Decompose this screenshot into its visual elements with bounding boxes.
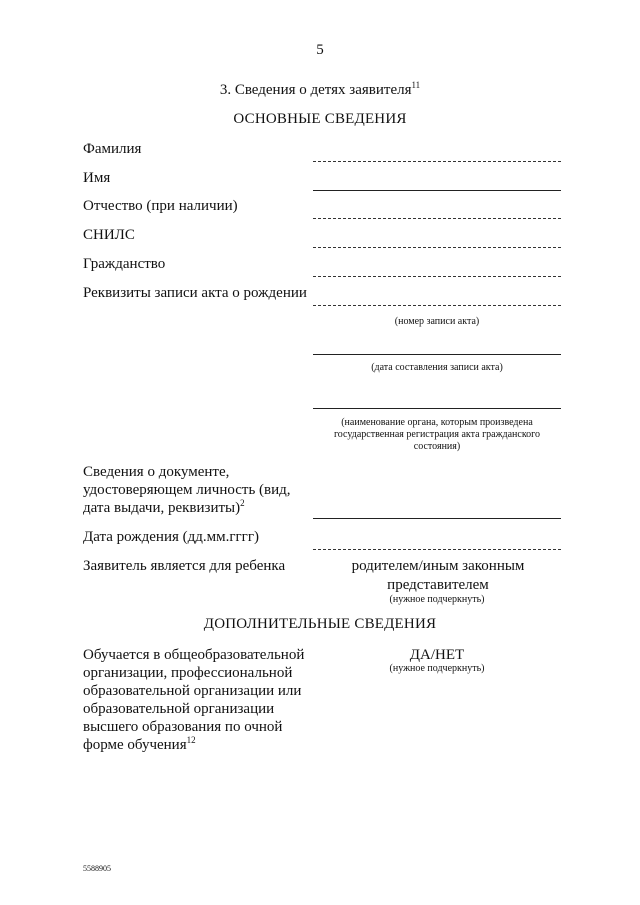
section-title — [0, 82, 640, 99]
snils-field[interactable] — [313, 247, 561, 248]
snils-label: СНИЛС — [83, 227, 135, 243]
studies-footnote: 12 — [186, 735, 196, 745]
record-number-hint: (номер записи акта) — [394, 316, 480, 327]
footer-code: 5588905 — [83, 864, 111, 873]
citizenship-field[interactable] — [313, 276, 561, 277]
section-title-text: 3. Сведения о детях заявителя — [219, 82, 412, 98]
page-number: 5 — [316, 42, 324, 58]
section-footnote: 11 — [411, 80, 421, 90]
name-field[interactable] — [313, 190, 561, 191]
record-date-hint: (дата составления записи акта) — [371, 362, 503, 373]
surname-label: Фамилия — [83, 141, 142, 157]
id-document-footnote: 2 — [240, 498, 245, 508]
additional-info-heading: ДОПОЛНИТЕЛЬНЫЕ СВЕДЕНИЯ — [203, 616, 437, 632]
basic-info-heading: ОСНОВНЫЕ СВЕДЕНИЯ — [233, 111, 407, 127]
studies-text: Обучается в общеобразовательной организации, профессиональной образовательной организации или образовательной организации высшего образования по очной форме обучения — [83, 647, 305, 753]
authority-field[interactable] — [313, 408, 561, 409]
id-document-text: Сведения о документе, удостоверяющем личность (вид, дата выдачи, реквизиты) — [83, 464, 291, 516]
birth-record-label: Реквизиты записи акта о рождении — [83, 285, 307, 301]
citizenship-label: Гражданство — [83, 256, 166, 272]
record-date-field[interactable] — [313, 354, 561, 355]
surname-field[interactable] — [313, 161, 561, 162]
studies-label — [83, 646, 311, 754]
patronymic-field[interactable] — [313, 218, 561, 219]
authority-hint: (наименование органа, которым произведена государственная регистрация акта гражданского состояния) — [333, 417, 541, 452]
birth-date-label: Дата рождения (дд.мм.гггг) — [83, 529, 259, 545]
applicant-underline-hint: (нужное подчеркнуть) — [389, 594, 485, 605]
studies-underline-hint: (нужное подчеркнуть) — [389, 663, 485, 674]
id-document-field[interactable] — [313, 518, 561, 519]
id-document-label — [83, 463, 298, 517]
patronymic-label: Отчество (при наличии) — [83, 198, 238, 214]
name-label: Имя — [83, 170, 111, 186]
applicant-is-label: Заявитель является для ребенка — [83, 558, 286, 574]
record-number-field[interactable] — [313, 305, 561, 306]
studies-value[interactable]: ДА/НЕТ — [409, 647, 465, 663]
birth-date-field[interactable] — [313, 549, 561, 550]
applicant-role-value[interactable]: родителем/иным законным представителем — [351, 558, 525, 593]
